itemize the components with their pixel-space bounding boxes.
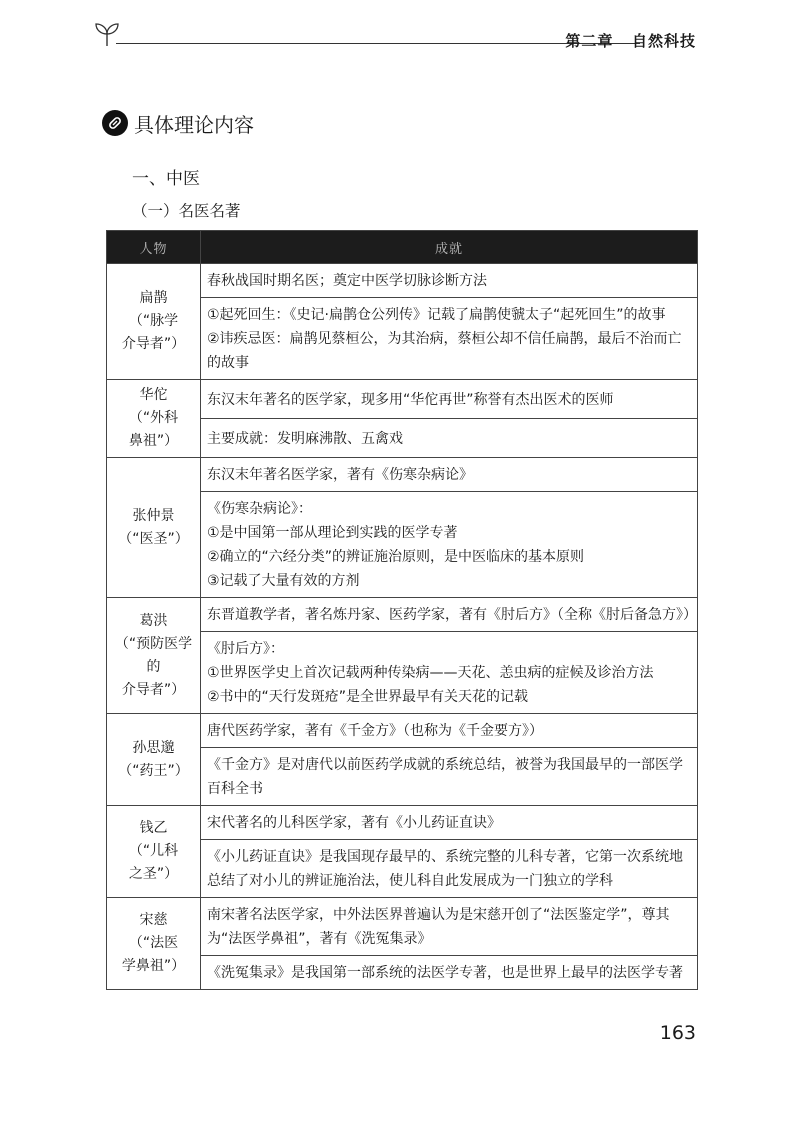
heading-level-1: 一、中医: [132, 169, 200, 189]
achievement-text: 《小儿药证直诀》是我国现存最早的、系统完整的儿科专著，它第一次系统地总结了对小儿的辨证施治法，使儿科自此发展成为一门独立的学科: [207, 849, 683, 889]
person-name: 钱乙 （“儿科 之圣”）: [128, 820, 179, 882]
achievement-cell: [201, 956, 698, 990]
achievement-cell: [201, 492, 698, 598]
person-cell: [107, 898, 201, 990]
achievement-text: 东汉末年著名医学家，著有《伤寒杂病论》: [207, 467, 473, 483]
column-header-person: 人物: [107, 231, 201, 264]
table-row: [107, 806, 698, 840]
achievement-cell: [201, 380, 698, 419]
achievement-cell: [201, 419, 698, 458]
table-row: [107, 714, 698, 748]
achievement-text: 唐代医药学家，著有《千金方》（也称为《千金要方》）: [207, 723, 543, 739]
person-name: 孙思邈 （“药王”）: [118, 739, 189, 779]
achievement-text: 《伤寒杂病论》： ①是中国第一部从理论到实践的医学专著 ②确立的“六经分类”的辨证施治原则，是中医临床的基本原则 ③记载了大量有效的方剂: [207, 501, 585, 589]
achievement-text: ①起死回生：《史记·扁鹊仓公列传》记载了扁鹊使虢太子“起死回生”的故事 ②讳疾忌医：扁鹊见蔡桓公，为其治病，蔡桓公却不信任扁鹊，最后不治而亡的故事: [207, 307, 682, 371]
page-number: 163: [659, 1022, 696, 1044]
achievement-text: 南宋著名法医学家，中外法医界普遍认为是宋慈开创了“法医鉴定学”，尊其为“法医学鼻祖”，著有《洗冤集录》: [207, 907, 670, 947]
table-row: [107, 264, 698, 298]
section-title-text: 具体理论内容: [134, 112, 254, 137]
achievement-text: 东晋道教学者，著名炼丹家、医药学家，著有《肘后方》（全称《肘后备急方》）: [207, 607, 697, 623]
achievement-cell: [201, 298, 698, 380]
pill-icon: [102, 110, 128, 136]
table-row: [107, 458, 698, 492]
person-cell: [107, 380, 201, 458]
person-name: 葛洪 （“预防医学的 介导者”）: [114, 612, 193, 698]
achievement-text: 主要成就：发明麻沸散、五禽戏: [207, 430, 403, 447]
achievement-cell: [201, 632, 698, 714]
header-rule: [116, 43, 640, 44]
table-row: [107, 598, 698, 632]
person-name: 张仲景 （“医圣”）: [118, 507, 189, 547]
achievement-cell: [201, 264, 698, 298]
table-header-row: [107, 231, 698, 264]
achievement-cell: [201, 598, 698, 632]
physicians-table: [106, 230, 698, 990]
achievement-text: 《千金方》是对唐代以前医药学成就的系统总结，被誉为我国最早的一部医学百科全书: [207, 757, 683, 797]
table-row: [107, 898, 698, 956]
achievement-text: 《肘后方》： ①世界医学史上首次记载两种传染病——天花、恙虫病的症候及诊治方法 ②书中的“天行发斑疮”是全世界最早有关天花的记载: [207, 641, 654, 705]
column-header-works: 成就: [201, 231, 698, 264]
achievement-text: 《洗冤集录》是我国第一部系统的法医学专著，也是世界上最早的法医学专著: [207, 965, 683, 981]
achievement-text: 春秋战国时期名医；奠定中医学切脉诊断方法: [207, 273, 487, 289]
person-cell: [107, 598, 201, 714]
achievement-cell: [201, 840, 698, 898]
section-title: [102, 108, 254, 138]
achievement-text: 东汉末年著名的医学家，现多用“华佗再世”称誉有杰出医术的医师: [207, 391, 614, 408]
person-cell: [107, 264, 201, 380]
achievement-text: 宋代著名的儿科医学家，著有《小儿药证直诀》: [207, 815, 501, 831]
person-name: 宋慈 （“法医 学鼻祖”）: [121, 912, 186, 974]
achievement-cell: [201, 748, 698, 806]
person-cell: [107, 806, 201, 898]
table-body: [107, 264, 698, 990]
achievement-cell: [201, 458, 698, 492]
heading-level-2: （一）名医名著: [132, 202, 241, 220]
achievement-cell: [201, 806, 698, 840]
person-name: 华佗 （“外科 鼻祖”）: [128, 387, 179, 449]
person-cell: [107, 714, 201, 806]
person-cell: [107, 458, 201, 598]
achievement-cell: [201, 898, 698, 956]
chapter-title: 第二章 自然科技: [565, 32, 696, 50]
achievement-cell: [201, 714, 698, 748]
person-name: 扁鹊 （“脉学 介导者”）: [121, 290, 186, 352]
table-row: [107, 380, 698, 419]
page-header: [92, 18, 704, 58]
